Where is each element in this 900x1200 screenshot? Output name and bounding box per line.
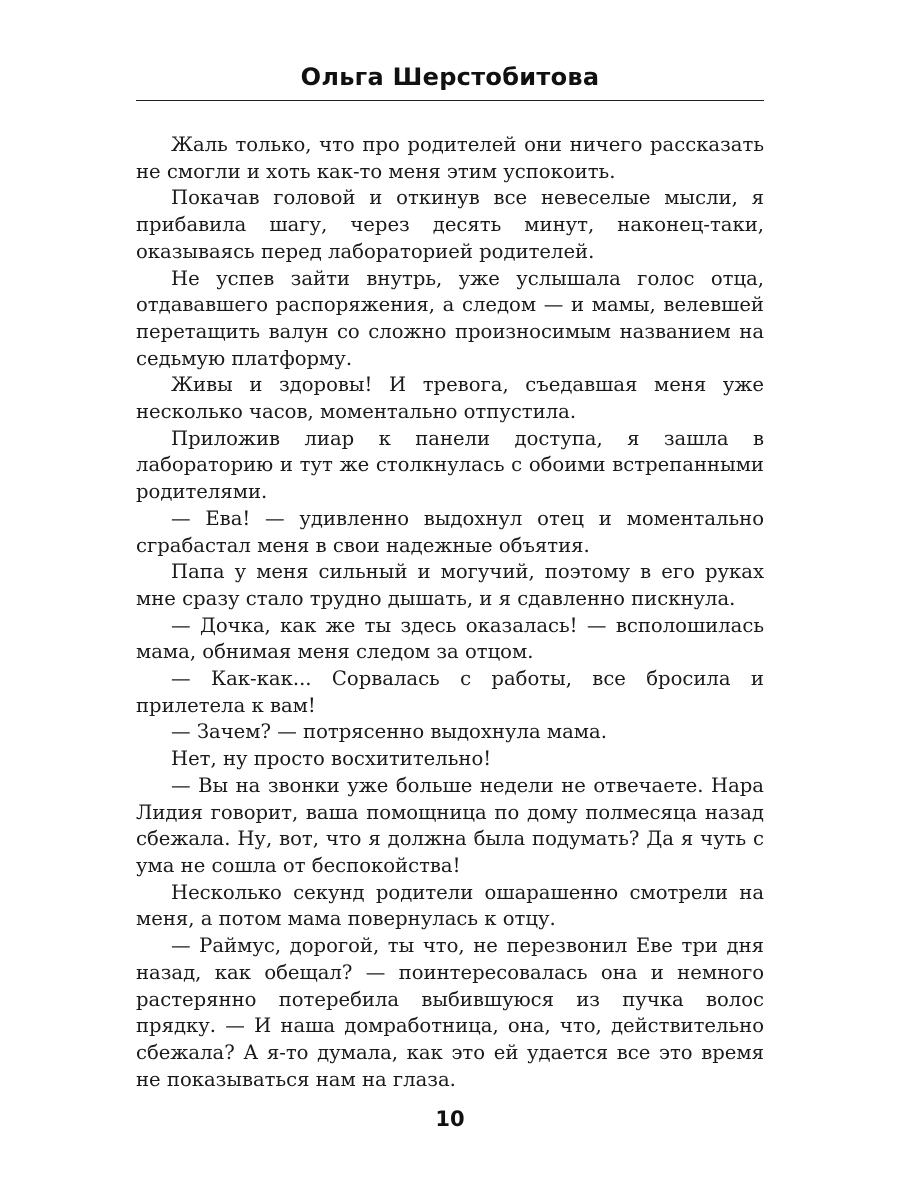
paragraph: — Как-как... Сорвалась с работы, все бросила и прилетела к вам! xyxy=(136,667,764,717)
paragraph: — Вы на звонки уже больше недели не отвечаете. Нара Лидия говорит, ваша помощница по дому полмесяца назад сбежала. Ну, вот, что я должна была подумать? Да я чуть с ума не сошла от беспокойства! xyxy=(136,773,764,877)
paragraph: Нет, ну просто восхитительно! xyxy=(171,747,492,771)
page-number: 10 xyxy=(435,1107,465,1131)
paragraph: Папа у меня сильный и могучий, поэтому в его руках мне сразу стало трудно дышать, и я сдавленно пискнула. xyxy=(136,560,764,610)
paragraph: Несколько секунд родители ошарашенно смотрели на меня, а потом мама повернулась к отцу. xyxy=(136,880,764,931)
paragraph: — Зачем? — потрясенно выдохнула мама. xyxy=(171,720,607,744)
paragraph: Жаль только, что про родителей они ничего рассказать не смогли и хоть как-то меня этим успокоить. xyxy=(136,133,764,183)
running-header-author: Ольга Шерстобитова xyxy=(300,63,600,91)
body-text xyxy=(136,132,764,1093)
paragraph: Покачав головой и откинув все невеселые мысли, я прибавила шагу, через десять минут, наконец-таки, оказываясь перед лабораторией родителей. xyxy=(136,186,764,263)
paragraph: Живы и здоровы! И тревога, съедавшая меня уже несколько часов, моментально отпустила. xyxy=(136,373,764,424)
paragraph: — Ева! — удивленно выдохнул отец и моментально сграбастал меня в свои надежные объятия. xyxy=(136,506,764,557)
paragraph: — Дочка, как же ты здесь оказалась! — всполошилась мама, обнимая меня следом за отцом. xyxy=(136,613,764,664)
paragraph: Не успев зайти внутрь, уже услышала голос отца, отдававшего распоряжения, а следом — и мамы, велевшей перетащить валун со сложно произносимым названием на седьмую платформу. xyxy=(136,266,764,370)
header-divider xyxy=(136,100,764,101)
paragraph: — Раймус, дорогой, ты что, не перезвонил Еве три дня назад, как обещал? — поинтересовалась она и немного растерянно потеребила выбившуюся из пучка волос прядку. — И наша домработница, она, что, действительно сбежала? А я-то думала, как это ей удается все это время не показываться нам на глаза. xyxy=(136,934,764,1091)
paragraph: Приложив лиар к панели доступа, я зашла в лабораторию и тут же столкнулась с обоими встрепанными родителями. xyxy=(136,426,764,504)
